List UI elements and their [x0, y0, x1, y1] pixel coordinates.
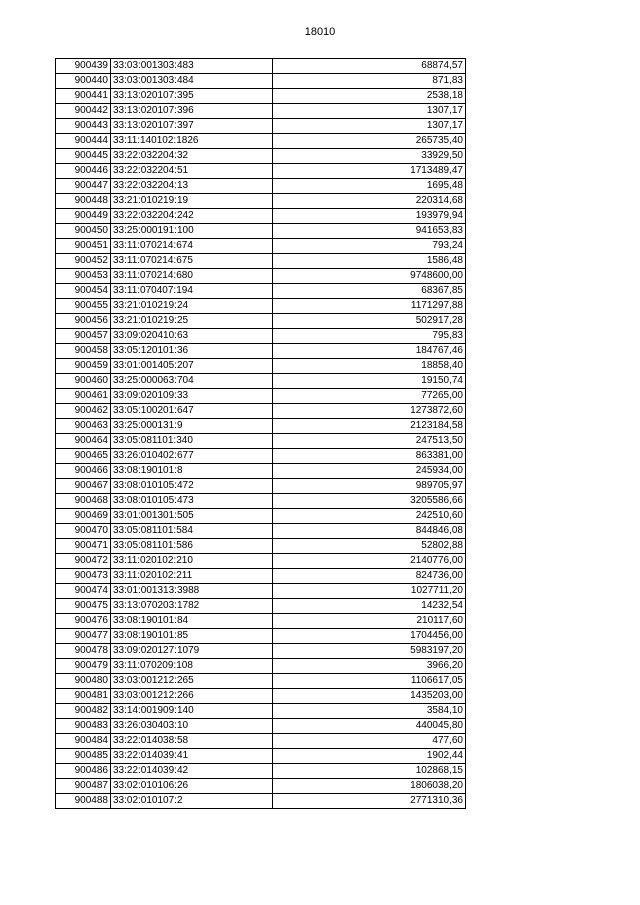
table-row: [56, 389, 466, 404]
cadastral-number-cell: 33:11:070214:675: [111, 254, 273, 269]
cadastral-number-cell: 33:01:001405:207: [111, 359, 273, 374]
row-number-cell: 900470: [56, 524, 111, 539]
table-row: [56, 659, 466, 674]
cadastral-number-cell: 33:25:000063:704: [111, 374, 273, 389]
cadastral-number-cell: 33:25:000191:100: [111, 224, 273, 239]
row-number-cell: 900482: [56, 704, 111, 719]
cadastral-number-cell: 33:11:070214:680: [111, 269, 273, 284]
cadastral-number-cell: 33:05:100201:647: [111, 404, 273, 419]
row-number-cell: 900454: [56, 284, 111, 299]
cadastral-number-cell: 33:13:070203:1782: [111, 599, 273, 614]
table-row: [56, 479, 466, 494]
cadastral-number-cell: 33:22:032204:32: [111, 149, 273, 164]
row-number-cell: 900459: [56, 359, 111, 374]
table-row: [56, 164, 466, 179]
row-number-cell: 900471: [56, 539, 111, 554]
value-cell: 824736,00: [273, 569, 466, 584]
table-row: [56, 569, 466, 584]
table-row: [56, 554, 466, 569]
value-cell: 3584,10: [273, 704, 466, 719]
value-cell: 793,24: [273, 239, 466, 254]
table-row: [56, 374, 466, 389]
cadastral-number-cell: 33:22:032204:13: [111, 179, 273, 194]
value-cell: 68874,57: [273, 59, 466, 74]
row-number-cell: 900441: [56, 89, 111, 104]
table-row: [56, 524, 466, 539]
value-cell: 1704456,00: [273, 629, 466, 644]
cadastral-number-cell: 33:03:001303:483: [111, 59, 273, 74]
value-cell: 68367,85: [273, 284, 466, 299]
table-row: [56, 149, 466, 164]
row-number-cell: 900453: [56, 269, 111, 284]
value-cell: 220314,68: [273, 194, 466, 209]
cadastral-number-cell: 33:11:070209:108: [111, 659, 273, 674]
value-cell: 502917,28: [273, 314, 466, 329]
table-row: [56, 179, 466, 194]
row-number-cell: 900457: [56, 329, 111, 344]
table-row: [56, 674, 466, 689]
value-cell: 102868,15: [273, 764, 466, 779]
cadastral-number-cell: 33:03:001212:266: [111, 689, 273, 704]
cadastral-number-cell: 33:21:010219:24: [111, 299, 273, 314]
table-row: [56, 779, 466, 794]
value-cell: 2140776,00: [273, 554, 466, 569]
value-cell: 2538,18: [273, 89, 466, 104]
table-row: [56, 794, 466, 809]
value-cell: 440045,80: [273, 719, 466, 734]
row-number-cell: 900475: [56, 599, 111, 614]
value-cell: 184767,46: [273, 344, 466, 359]
table-row: [56, 509, 466, 524]
row-number-cell: 900473: [56, 569, 111, 584]
row-number-cell: 900448: [56, 194, 111, 209]
cadastral-number-cell: 33:01:001313:3988: [111, 584, 273, 599]
row-number-cell: 900476: [56, 614, 111, 629]
table-row: [56, 59, 466, 74]
table-row: [56, 74, 466, 89]
cadastral-number-cell: 33:11:140102:1826: [111, 134, 273, 149]
cadastral-number-cell: 33:03:001303:484: [111, 74, 273, 89]
row-number-cell: 900480: [56, 674, 111, 689]
table-row: [56, 764, 466, 779]
row-number-cell: 900484: [56, 734, 111, 749]
row-number-cell: 900461: [56, 389, 111, 404]
row-number-cell: 900479: [56, 659, 111, 674]
cadastral-number-cell: 33:14:001909:140: [111, 704, 273, 719]
cadastral-number-cell: 33:26:030403:10: [111, 719, 273, 734]
table-row: [56, 494, 466, 509]
cadastral-number-cell: 33:11:020102:210: [111, 554, 273, 569]
cadastral-number-cell: 33:21:010219:19: [111, 194, 273, 209]
cadastral-number-cell: 33:02:010106:26: [111, 779, 273, 794]
table-row: [56, 644, 466, 659]
row-number-cell: 900466: [56, 464, 111, 479]
row-number-cell: 900478: [56, 644, 111, 659]
value-cell: 795,83: [273, 329, 466, 344]
row-number-cell: 900443: [56, 119, 111, 134]
table-row: [56, 209, 466, 224]
cadastral-number-cell: 33:03:001212:265: [111, 674, 273, 689]
row-number-cell: 900455: [56, 299, 111, 314]
table-row: [56, 539, 466, 554]
value-cell: 1307,17: [273, 104, 466, 119]
row-number-cell: 900460: [56, 374, 111, 389]
value-cell: 5983197,20: [273, 644, 466, 659]
row-number-cell: 900487: [56, 779, 111, 794]
table-row: [56, 464, 466, 479]
value-cell: 1307,17: [273, 119, 466, 134]
value-cell: 3205586,66: [273, 494, 466, 509]
table-row: [56, 224, 466, 239]
cadastral-number-cell: 33:05:081101:586: [111, 539, 273, 554]
row-number-cell: 900445: [56, 149, 111, 164]
value-cell: 52802,88: [273, 539, 466, 554]
value-cell: 1027711,20: [273, 584, 466, 599]
cadastral-number-cell: 33:26:010402:677: [111, 449, 273, 464]
table-row: [56, 104, 466, 119]
row-number-cell: 900463: [56, 419, 111, 434]
value-cell: 242510,60: [273, 509, 466, 524]
value-cell: 1902,44: [273, 749, 466, 764]
cadastral-number-cell: 33:05:120101:36: [111, 344, 273, 359]
value-cell: 19150,74: [273, 374, 466, 389]
table-row: [56, 239, 466, 254]
cadastral-number-cell: 33:11:070407:194: [111, 284, 273, 299]
value-cell: 3966,20: [273, 659, 466, 674]
cadastral-number-cell: 33:08:190101:84: [111, 614, 273, 629]
table-row: [56, 404, 466, 419]
row-number-cell: 900450: [56, 224, 111, 239]
row-number-cell: 900444: [56, 134, 111, 149]
row-number-cell: 900481: [56, 689, 111, 704]
table-row: [56, 419, 466, 434]
table-row: [56, 434, 466, 449]
value-cell: 247513,50: [273, 434, 466, 449]
cadastral-number-cell: 33:13:020107:395: [111, 89, 273, 104]
value-cell: 245934,00: [273, 464, 466, 479]
value-cell: 1435203,00: [273, 689, 466, 704]
value-cell: 1273872,60: [273, 404, 466, 419]
cadastral-number-cell: 33:11:020102:211: [111, 569, 273, 584]
registry-table-body: [56, 59, 466, 809]
value-cell: 871,83: [273, 74, 466, 89]
value-cell: 210117,60: [273, 614, 466, 629]
cadastral-number-cell: 33:08:190101:8: [111, 464, 273, 479]
table-row: [56, 689, 466, 704]
cadastral-number-cell: 33:13:020107:397: [111, 119, 273, 134]
table-row: [56, 269, 466, 284]
table-row: [56, 704, 466, 719]
table-row: [56, 89, 466, 104]
table-row: [56, 734, 466, 749]
row-number-cell: 900485: [56, 749, 111, 764]
cadastral-number-cell: 33:08:010105:472: [111, 479, 273, 494]
cadastral-number-cell: 33:05:081101:584: [111, 524, 273, 539]
row-number-cell: 900452: [56, 254, 111, 269]
row-number-cell: 900472: [56, 554, 111, 569]
cadastral-number-cell: 33:13:020107:396: [111, 104, 273, 119]
table-row: [56, 614, 466, 629]
cadastral-number-cell: 33:08:190101:85: [111, 629, 273, 644]
table-row: [56, 134, 466, 149]
value-cell: 1695,48: [273, 179, 466, 194]
page-number: 18010: [304, 26, 336, 38]
value-cell: 941653,83: [273, 224, 466, 239]
table-row: [56, 629, 466, 644]
value-cell: 1171297,88: [273, 299, 466, 314]
value-cell: 265735,40: [273, 134, 466, 149]
cadastral-number-cell: 33:09:020127:1079: [111, 644, 273, 659]
value-cell: 477,60: [273, 734, 466, 749]
table-row: [56, 194, 466, 209]
value-cell: 1586,48: [273, 254, 466, 269]
row-number-cell: 900458: [56, 344, 111, 359]
table-row: [56, 449, 466, 464]
cadastral-number-cell: 33:11:070214:674: [111, 239, 273, 254]
row-number-cell: 900442: [56, 104, 111, 119]
row-number-cell: 900451: [56, 239, 111, 254]
value-cell: 18858,40: [273, 359, 466, 374]
cadastral-number-cell: 33:01:001301:505: [111, 509, 273, 524]
value-cell: 9748600,00: [273, 269, 466, 284]
cadastral-number-cell: 33:09:020109:33: [111, 389, 273, 404]
cadastral-number-cell: 33:02:010107:2: [111, 794, 273, 809]
registry-table: [55, 58, 466, 809]
row-number-cell: 900439: [56, 59, 111, 74]
table-row: [56, 344, 466, 359]
value-cell: 863381,00: [273, 449, 466, 464]
table-row: [56, 599, 466, 614]
row-number-cell: 900467: [56, 479, 111, 494]
row-number-cell: 900440: [56, 74, 111, 89]
table-row: [56, 299, 466, 314]
row-number-cell: 900456: [56, 314, 111, 329]
value-cell: 844846,08: [273, 524, 466, 539]
value-cell: 33929,50: [273, 149, 466, 164]
row-number-cell: 900468: [56, 494, 111, 509]
table-row: [56, 719, 466, 734]
cadastral-number-cell: 33:05:081101:340: [111, 434, 273, 449]
table-row: [56, 119, 466, 134]
cadastral-number-cell: 33:08:010105:473: [111, 494, 273, 509]
table-row: [56, 359, 466, 374]
value-cell: 1106617,05: [273, 674, 466, 689]
value-cell: 193979,94: [273, 209, 466, 224]
table-row: [56, 584, 466, 599]
value-cell: 77265,00: [273, 389, 466, 404]
row-number-cell: 900477: [56, 629, 111, 644]
row-number-cell: 900447: [56, 179, 111, 194]
row-number-cell: 900464: [56, 434, 111, 449]
row-number-cell: 900474: [56, 584, 111, 599]
value-cell: 2123184,58: [273, 419, 466, 434]
table-row: [56, 749, 466, 764]
cadastral-number-cell: 33:22:014039:42: [111, 764, 273, 779]
cadastral-number-cell: 33:22:032204:51: [111, 164, 273, 179]
value-cell: 2771310,36: [273, 794, 466, 809]
table-row: [56, 329, 466, 344]
value-cell: 14232,54: [273, 599, 466, 614]
row-number-cell: 900462: [56, 404, 111, 419]
table-row: [56, 254, 466, 269]
table-row: [56, 284, 466, 299]
row-number-cell: 900483: [56, 719, 111, 734]
value-cell: 1713489,47: [273, 164, 466, 179]
cadastral-number-cell: 33:09:020410:63: [111, 329, 273, 344]
value-cell: 989705,97: [273, 479, 466, 494]
table-row: [56, 314, 466, 329]
cadastral-number-cell: 33:22:032204:242: [111, 209, 273, 224]
value-cell: 1806038,20: [273, 779, 466, 794]
row-number-cell: 900488: [56, 794, 111, 809]
row-number-cell: 900446: [56, 164, 111, 179]
cadastral-number-cell: 33:22:014038:58: [111, 734, 273, 749]
row-number-cell: 900465: [56, 449, 111, 464]
cadastral-number-cell: 33:25:000131:9: [111, 419, 273, 434]
row-number-cell: 900469: [56, 509, 111, 524]
row-number-cell: 900486: [56, 764, 111, 779]
row-number-cell: 900449: [56, 209, 111, 224]
cadastral-number-cell: 33:22:014039:41: [111, 749, 273, 764]
cadastral-number-cell: 33:21:010219:25: [111, 314, 273, 329]
